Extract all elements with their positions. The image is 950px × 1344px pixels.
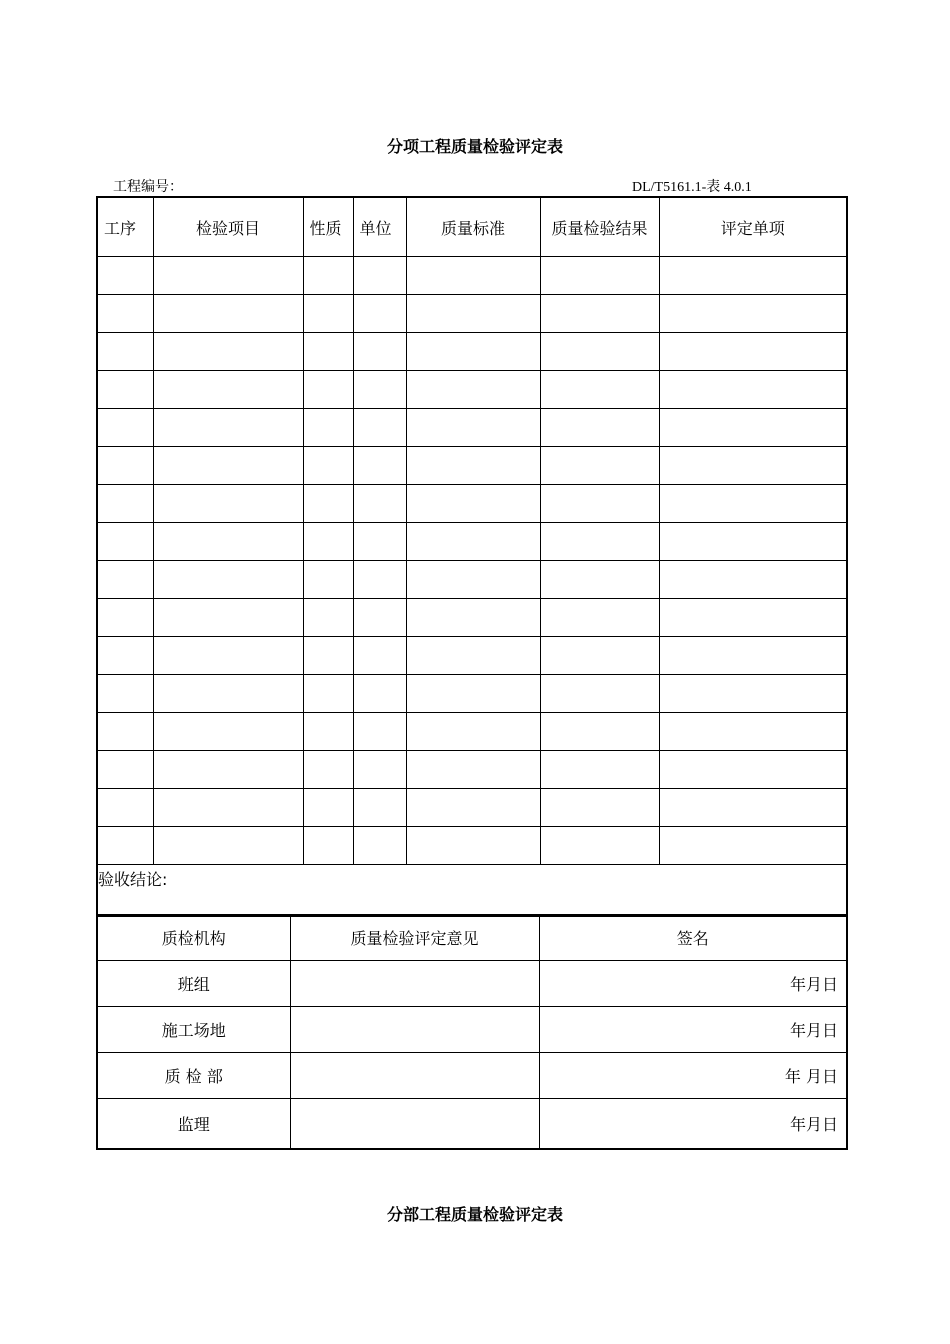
table-cell[interactable] (153, 789, 303, 827)
table-cell[interactable] (303, 789, 353, 827)
header-qc-organization: 质检机构 (97, 915, 290, 961)
table-cell[interactable] (153, 409, 303, 447)
table-cell[interactable] (303, 485, 353, 523)
table-cell[interactable] (659, 257, 847, 295)
table-cell[interactable] (353, 485, 406, 523)
header-qc-opinion: 质量检验评定意见 (290, 915, 539, 961)
table-cell[interactable] (406, 675, 540, 713)
table-cell[interactable] (540, 675, 659, 713)
table-row (97, 447, 847, 485)
table-cell[interactable] (153, 447, 303, 485)
table-cell[interactable] (153, 751, 303, 789)
qc-organization: 监理 (97, 1099, 290, 1150)
table-cell[interactable] (406, 447, 540, 485)
table-cell[interactable] (540, 827, 659, 865)
table-cell[interactable] (406, 751, 540, 789)
table-cell[interactable] (97, 485, 153, 523)
table-cell[interactable] (540, 333, 659, 371)
qc-opinion-cell[interactable] (290, 1099, 539, 1150)
table-cell[interactable] (303, 637, 353, 675)
table-cell[interactable] (153, 599, 303, 637)
table-row (97, 333, 847, 371)
table-cell[interactable] (659, 827, 847, 865)
table-cell[interactable] (353, 827, 406, 865)
table-cell[interactable] (303, 371, 353, 409)
signature-row (97, 1099, 847, 1150)
table-cell[interactable] (540, 447, 659, 485)
table-cell[interactable] (353, 637, 406, 675)
table-cell[interactable] (97, 637, 153, 675)
table-row (97, 485, 847, 523)
signature-table (96, 914, 848, 1150)
table-row (97, 713, 847, 751)
table-cell[interactable] (153, 485, 303, 523)
table-cell[interactable] (540, 295, 659, 333)
table-cell[interactable] (353, 713, 406, 751)
table-cell[interactable] (153, 333, 303, 371)
table-row (97, 789, 847, 827)
signature-row (97, 1053, 847, 1099)
signature-row (97, 1007, 847, 1053)
table-cell[interactable] (406, 561, 540, 599)
table-cell[interactable] (303, 827, 353, 865)
table-cell[interactable] (659, 371, 847, 409)
table-cell[interactable] (353, 409, 406, 447)
inspection-table (96, 196, 848, 917)
signature-date[interactable]: 年月日 (539, 1099, 847, 1150)
table-cell[interactable] (406, 257, 540, 295)
table-cell[interactable] (659, 561, 847, 599)
table-cell[interactable] (97, 447, 153, 485)
table-row (97, 561, 847, 599)
table-row (97, 409, 847, 447)
table-cell[interactable] (353, 257, 406, 295)
table-cell[interactable] (153, 561, 303, 599)
table-cell[interactable] (406, 713, 540, 751)
table-cell[interactable] (97, 789, 153, 827)
conclusion-label[interactable]: 验收结论: (97, 865, 847, 917)
table-cell[interactable] (659, 485, 847, 523)
qc-opinion-cell[interactable] (290, 1053, 539, 1099)
table-cell[interactable] (97, 295, 153, 333)
table-cell[interactable] (303, 675, 353, 713)
header-nature: 性质 (303, 197, 353, 257)
table-cell[interactable] (659, 333, 847, 371)
table-row (97, 827, 847, 865)
qc-organization: 班组 (97, 961, 290, 1007)
table-cell[interactable] (540, 561, 659, 599)
table-cell[interactable] (353, 751, 406, 789)
table-cell[interactable] (353, 599, 406, 637)
table-cell[interactable] (153, 371, 303, 409)
qc-organization: 质 检 部 (97, 1053, 290, 1099)
table-cell[interactable] (97, 257, 153, 295)
table-cell[interactable] (406, 485, 540, 523)
table-cell[interactable] (303, 295, 353, 333)
signature-header-row (97, 915, 847, 961)
table-cell[interactable] (540, 409, 659, 447)
header-unit: 单位 (353, 197, 406, 257)
table-cell[interactable] (540, 485, 659, 523)
table-cell[interactable] (97, 561, 153, 599)
table-cell[interactable] (303, 751, 353, 789)
table-row (97, 371, 847, 409)
table-cell[interactable] (406, 333, 540, 371)
signature-date[interactable]: 年月日 (539, 1007, 847, 1053)
table-row (97, 295, 847, 333)
table-row (97, 599, 847, 637)
table-cell[interactable] (153, 713, 303, 751)
header-signature: 签名 (539, 915, 847, 961)
table-cell[interactable] (406, 295, 540, 333)
project-number-label: 工程编号： (113, 180, 183, 195)
table-row (97, 675, 847, 713)
table-header-row (97, 197, 847, 257)
table-cell[interactable] (353, 789, 406, 827)
table-cell[interactable] (659, 789, 847, 827)
table-cell[interactable] (303, 333, 353, 371)
table-cell[interactable] (353, 675, 406, 713)
table-cell[interactable] (153, 827, 303, 865)
table-cell[interactable] (659, 295, 847, 333)
table-cell[interactable] (97, 523, 153, 561)
table-cell[interactable] (540, 789, 659, 827)
signature-date[interactable]: 年 月日 (539, 1053, 847, 1099)
table-cell[interactable] (540, 523, 659, 561)
signature-date[interactable]: 年月日 (539, 961, 847, 1007)
table-cell[interactable] (540, 713, 659, 751)
table-cell[interactable] (303, 257, 353, 295)
table-cell[interactable] (153, 637, 303, 675)
table-cell[interactable] (153, 523, 303, 561)
table-cell[interactable] (659, 447, 847, 485)
table-cell[interactable] (659, 751, 847, 789)
table-cell[interactable] (659, 599, 847, 637)
table-cell[interactable] (659, 675, 847, 713)
second-form-title: 分部工程质量检验评定表 (386, 1205, 563, 1224)
table-cell[interactable] (353, 561, 406, 599)
form-title: 分项工程质量检验评定表 (386, 137, 563, 156)
qc-opinion-cell[interactable] (290, 1007, 539, 1053)
table-cell[interactable] (97, 333, 153, 371)
table-row (97, 257, 847, 295)
table-cell[interactable] (353, 447, 406, 485)
table-cell[interactable] (153, 295, 303, 333)
table-cell[interactable] (540, 637, 659, 675)
table-cell[interactable] (97, 675, 153, 713)
table-cell[interactable] (659, 523, 847, 561)
table-cell[interactable] (406, 637, 540, 675)
table-cell[interactable] (353, 333, 406, 371)
table-cell[interactable] (153, 257, 303, 295)
signature-row (97, 961, 847, 1007)
table-cell[interactable] (406, 523, 540, 561)
table-cell[interactable] (303, 523, 353, 561)
header-quality-standard: 质量标准 (406, 197, 540, 257)
form-code: DL/T5161.1-表 4.0.1 (632, 180, 752, 195)
table-cell[interactable] (659, 409, 847, 447)
table-cell[interactable] (97, 599, 153, 637)
table-cell[interactable] (303, 561, 353, 599)
header-process: 工序 (97, 197, 153, 257)
table-cell[interactable] (303, 447, 353, 485)
table-cell[interactable] (540, 599, 659, 637)
table-cell[interactable] (406, 827, 540, 865)
table-cell[interactable] (353, 295, 406, 333)
table-row (97, 523, 847, 561)
table-cell[interactable] (659, 713, 847, 751)
table-cell[interactable] (303, 713, 353, 751)
table-cell[interactable] (97, 409, 153, 447)
table-cell[interactable] (540, 257, 659, 295)
qc-organization: 施工场地 (97, 1007, 290, 1053)
table-cell[interactable] (540, 751, 659, 789)
table-row (97, 637, 847, 675)
table-cell[interactable] (153, 675, 303, 713)
header-inspection-result: 质量检验结果 (540, 197, 659, 257)
table-cell[interactable] (406, 599, 540, 637)
conclusion-row (97, 865, 847, 917)
header-inspection-item: 检验项目 (153, 197, 303, 257)
qc-opinion-cell[interactable] (290, 961, 539, 1007)
table-row (97, 751, 847, 789)
table-cell[interactable] (303, 599, 353, 637)
table-cell[interactable] (303, 409, 353, 447)
table-cell[interactable] (406, 409, 540, 447)
table-cell[interactable] (97, 827, 153, 865)
table-cell[interactable] (97, 371, 153, 409)
table-cell[interactable] (659, 637, 847, 675)
header-evaluation: 评定单项 (659, 197, 847, 257)
table-cell[interactable] (540, 371, 659, 409)
table-cell[interactable] (97, 751, 153, 789)
table-cell[interactable] (406, 789, 540, 827)
table-cell[interactable] (353, 371, 406, 409)
table-cell[interactable] (406, 371, 540, 409)
table-cell[interactable] (353, 523, 406, 561)
table-cell[interactable] (97, 713, 153, 751)
